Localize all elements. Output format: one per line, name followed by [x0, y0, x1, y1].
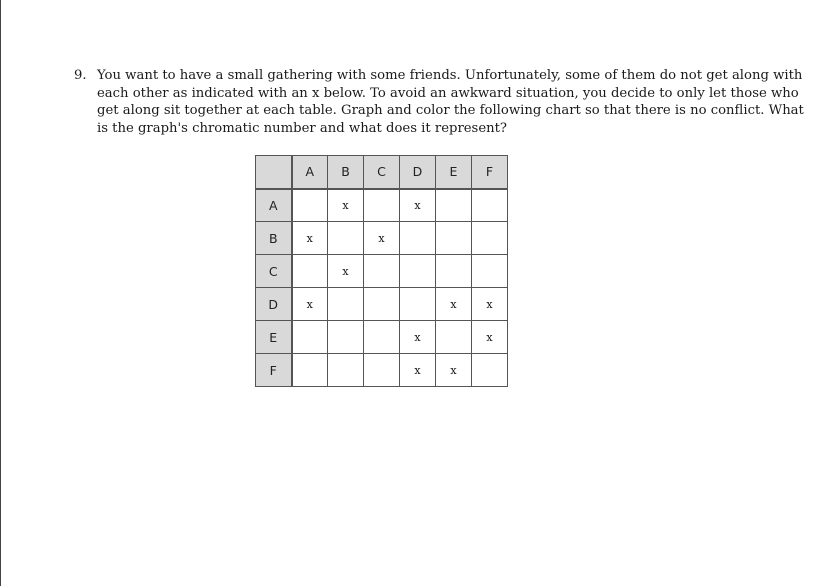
column-header: F [472, 156, 508, 189]
table-cell [364, 354, 400, 387]
row-header: B [256, 222, 292, 255]
table-cell: x [292, 288, 328, 321]
table-cell [364, 189, 400, 222]
table-cell: x [472, 288, 508, 321]
table-cell: x [436, 354, 472, 387]
table-cell: x [436, 288, 472, 321]
corner-cell [256, 156, 292, 189]
table-cell [400, 288, 436, 321]
row-header: F [256, 354, 292, 387]
table-row [256, 354, 508, 387]
header-row [256, 156, 508, 189]
table-row [256, 321, 508, 354]
table-cell [436, 189, 472, 222]
table-row [256, 222, 508, 255]
table-cell [292, 354, 328, 387]
table-cell: x [400, 354, 436, 387]
table-cell [364, 321, 400, 354]
row-header: D [256, 288, 292, 321]
table-cell [364, 288, 400, 321]
table-cell [472, 222, 508, 255]
table-cell [364, 255, 400, 288]
question-line: get along sit together at each table. Graph and color the following chart so that there is no conflict. What [97, 103, 804, 118]
table-cell [328, 354, 364, 387]
table-row [256, 255, 508, 288]
column-header: C [364, 156, 400, 189]
table-cell [292, 321, 328, 354]
table-cell: x [364, 222, 400, 255]
table-cell: x [400, 189, 436, 222]
table-row [256, 288, 508, 321]
question-text [97, 67, 804, 137]
table-cell [472, 354, 508, 387]
column-header: B [328, 156, 364, 189]
row-header: A [256, 189, 292, 222]
table-cell [328, 321, 364, 354]
question-line: is the graph's chromatic number and what does it represent? [97, 120, 507, 136]
column-header: D [400, 156, 436, 189]
table-cell [436, 321, 472, 354]
column-header: A [292, 156, 328, 189]
table-cell: x [328, 189, 364, 222]
table-cell [436, 255, 472, 288]
question-line: You want to have a small gathering with some friends. Unfortunately, some of them do not get along with [97, 68, 803, 83]
table-row [256, 189, 508, 222]
row-header: E [256, 321, 292, 354]
table-cell [400, 222, 436, 255]
table-cell [328, 288, 364, 321]
row-header: C [256, 255, 292, 288]
conflict-table [255, 155, 508, 387]
page-left-border [0, 0, 1, 586]
table-cell: x [472, 321, 508, 354]
table-cell [472, 255, 508, 288]
question-line: each other as indicated with an x below. To avoid an awkward situation, you decide to only let those who [97, 85, 799, 101]
table-cell: x [400, 321, 436, 354]
table-cell [472, 189, 508, 222]
column-header: E [436, 156, 472, 189]
question-number: 9. [74, 68, 87, 83]
table-cell: x [328, 255, 364, 288]
table-cell [400, 255, 436, 288]
table-cell [292, 189, 328, 222]
table-cell [328, 222, 364, 255]
table-cell [436, 222, 472, 255]
table-cell: x [292, 222, 328, 255]
table-cell [292, 255, 328, 288]
